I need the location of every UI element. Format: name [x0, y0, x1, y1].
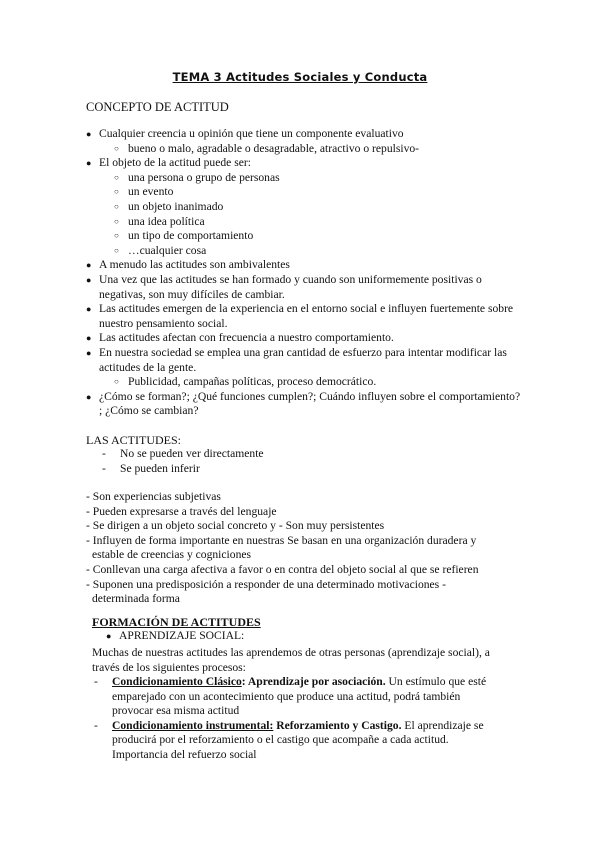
list-item-text: Se pueden inferir	[120, 461, 200, 475]
sub-list-item	[114, 215, 526, 230]
list-item-text: bueno o malo, agradable o desagradable, atractivo o repulsivo-	[128, 141, 420, 155]
list-item	[86, 156, 526, 171]
paragraph-line: Muchas de nuestras actitudes las aprendemos de otras personas (aprendizaje social), a	[92, 646, 490, 659]
process-text: emparejado con un acontecimiento que produce una actitud, podrá también	[112, 689, 461, 703]
list-item	[86, 390, 526, 419]
process-bold-text: : Aprendizaje por asociación.	[241, 675, 386, 688]
actitudes-dash-list	[100, 447, 520, 476]
sub-list-item	[114, 200, 526, 215]
list-item	[86, 258, 526, 273]
list-item-text: APRENDIZAJE SOCIAL:	[119, 629, 245, 642]
list-item	[86, 273, 526, 302]
list-item-text: Una vez que las actitudes se han formado y cuando son uniformemente positivas o negativas, son muy difíciles de cambiar.	[99, 272, 482, 301]
list-item-text: En nuestra sociedad se emplea una gran cantidad de esfuerzo para intentar modificar las actitudes de la gente.	[99, 345, 507, 374]
list-item-text: Las actitudes emergen de la experiencia en el entorno social e influyen fuertemente sobre nuestro pensamiento social.	[99, 302, 514, 330]
list-item: - Conllevan una carga afectiva a favor o en contra del objeto social al que se refieren	[86, 562, 479, 576]
list-item-text: una persona o grupo de personas	[128, 170, 280, 184]
sub-list-item	[114, 185, 526, 200]
process-text: Un estímulo que esté	[385, 675, 487, 688]
list-item-text: Publicidad, campañas políticas, proceso democrático.	[128, 375, 377, 389]
list-item: determinada forma	[92, 592, 180, 606]
formacion-bullet	[106, 629, 244, 644]
process-item-clasico	[92, 675, 532, 719]
list-item-text: No se pueden ver directamente	[120, 447, 264, 460]
list-item: - Influyen de forma importante en nuestras Se basan en una organización duradera y	[86, 533, 477, 547]
list-item-text: una idea política	[128, 214, 205, 228]
list-item: - Pueden expresarse a través del lenguaje	[86, 504, 277, 518]
list-item	[86, 331, 526, 346]
list-item-text: A menudo las actitudes son ambivalentes	[99, 258, 290, 272]
list-item	[100, 462, 520, 477]
list-item-text: …cualquier cosa	[128, 243, 207, 257]
process-text: El aprendizaje se	[401, 718, 484, 732]
list-item-text: El objeto de la actitud puede ser:	[99, 156, 251, 170]
sub-list-item	[114, 229, 526, 244]
list-item-text: un evento	[128, 185, 174, 199]
list-item-text: Cualquier creencia u opinión que tiene un componente evaluativo	[99, 127, 404, 140]
list-item-text: Las actitudes afectan con frecuencia a nuestro comportamiento.	[99, 331, 394, 345]
sub-list-item	[114, 171, 526, 186]
section-heading-concepto: CONCEPTO DE ACTITUD	[86, 100, 229, 114]
process-label: Condicionamiento instrumental:	[112, 718, 274, 732]
process-text: provocar esa misma actitud	[112, 704, 240, 718]
sub-list-item	[114, 142, 526, 157]
list-item	[86, 302, 526, 331]
process-text: Importancia del refuerzo social	[112, 747, 257, 761]
formacion-intro	[92, 646, 532, 675]
formacion-processes	[92, 675, 532, 763]
process-item-instrumental	[92, 719, 532, 763]
list-item	[86, 346, 526, 375]
list-item: estable de creencias y cogniciones	[92, 548, 252, 562]
actitudes-characteristics	[86, 490, 526, 607]
list-item	[100, 447, 520, 462]
section-heading-actitudes: LAS ACTITUDES:	[86, 433, 182, 447]
list-item	[106, 629, 244, 644]
list-item: - Se dirigen a un objeto social concreto y - Son muy persistentes	[86, 519, 385, 533]
list-item-text: ¿Cómo se forman?; ¿Qué funciones cumplen?; Cuándo influyen sobre el comportamiento? ; ¿Cómo se cambian?	[99, 389, 521, 418]
document-title: TEMA 3 Actitudes Sociales y Conducta	[172, 70, 428, 84]
process-bold-text: Reforzamiento y Castigo.	[273, 718, 402, 732]
list-item-text: un objeto inanimado	[128, 199, 224, 213]
paragraph-line: través de los siguientes procesos:	[92, 660, 246, 674]
list-item: - Son experiencias subjetivas	[86, 490, 221, 503]
list-item	[86, 127, 526, 142]
process-text: producirá por el reforzamiento o el castigo que acompañe a cada actitud.	[112, 733, 449, 747]
list-item-text: un tipo de comportamiento	[128, 229, 254, 243]
sub-list-item	[114, 244, 526, 259]
concepto-list	[86, 127, 526, 419]
list-item: - Suponen una predisposición a responder de una determinado motivaciones -	[86, 577, 446, 591]
process-label: Condicionamiento Clásico	[112, 675, 242, 688]
section-heading-formacion: FORMACIÓN DE ACTITUDES	[92, 615, 261, 629]
sub-list-item	[114, 375, 526, 390]
